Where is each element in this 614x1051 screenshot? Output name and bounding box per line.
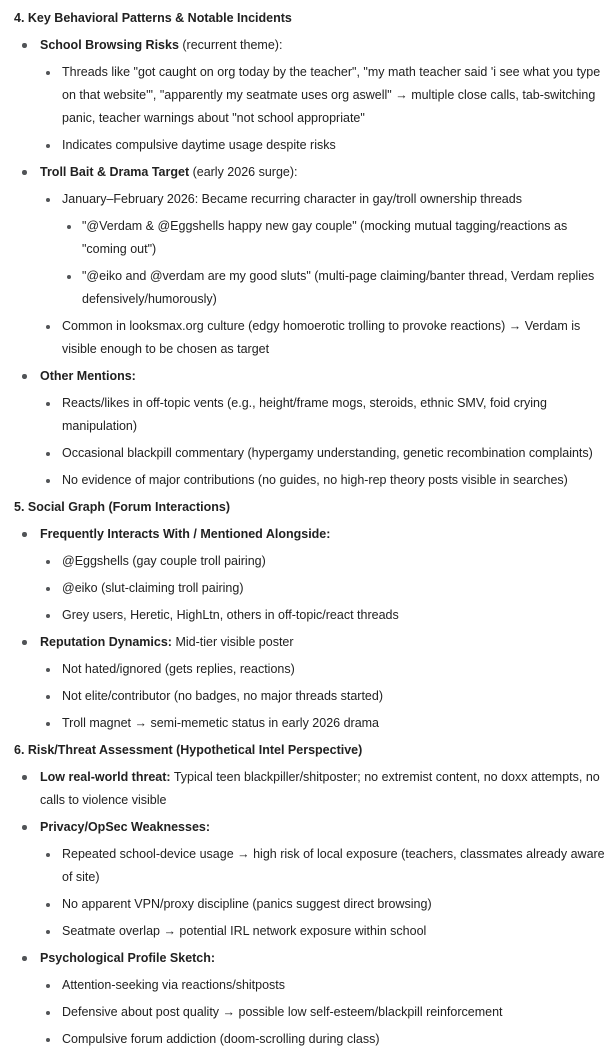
list-item-text (40, 527, 330, 541)
bullet-icon (46, 930, 50, 934)
bullet-icon (22, 775, 27, 780)
list-item-text (62, 581, 244, 595)
list-item-text (62, 716, 379, 730)
list-item-regular-text: Repeated school-device usage → high risk of local exposure (teachers, classmates already aware of site) (62, 847, 605, 884)
document-section (14, 7, 610, 492)
bullet-icon (22, 43, 27, 48)
list-item (40, 893, 610, 916)
list-item-regular-text: No apparent VPN/proxy discipline (panics suggest direct browsing) (62, 897, 432, 911)
list-item-bold-text: Privacy/OpSec Weaknesses: (40, 820, 211, 834)
list-item-text (62, 924, 426, 938)
document-section (14, 739, 610, 1051)
bullet-icon (46, 1038, 50, 1042)
list-item-bold-text: Other Mentions: (40, 369, 136, 383)
list-item-text (40, 951, 215, 965)
list-item-bold-text: School Browsing Risks (40, 38, 179, 52)
list-item-regular-text: (early 2026 surge): (189, 165, 298, 179)
list-item-text (62, 446, 593, 460)
bullet-icon (46, 479, 50, 483)
list-item (40, 61, 610, 130)
list-item (40, 712, 610, 735)
list-item-text (62, 65, 600, 125)
list-item-regular-text: No evidence of major contributions (no guides, no high-rep theory posts visible in searches) (62, 473, 568, 487)
list-item-regular-text: "@Verdam & @Eggshells happy new gay couple" (mocking mutual tagging/reactions as "coming out") (82, 219, 568, 256)
list-item-text (62, 978, 285, 992)
list-item-regular-text: Defensive about post quality → possible low self-esteem/blackpill reinforcement (62, 1005, 503, 1019)
list-item (14, 816, 610, 943)
bullet-icon (46, 198, 50, 202)
list-item (40, 920, 610, 943)
bullet-list (40, 392, 610, 492)
list-item-text (62, 608, 399, 622)
list-item (40, 188, 610, 311)
list-item-regular-text: Common in looksmax.org culture (edgy homoerotic trolling to provoke reactions) → Verdam is visible enough to be chosen as target (62, 319, 581, 356)
list-item-text (62, 319, 580, 356)
bullet-list (40, 550, 610, 627)
bullet-icon (22, 956, 27, 961)
list-item-bold-text: Reputation Dynamics: (40, 635, 172, 649)
bullet-list (14, 523, 610, 735)
list-item-regular-text: Indicates compulsive daytime usage despite risks (62, 138, 336, 152)
list-item-text (62, 554, 266, 568)
list-item-text (62, 897, 432, 911)
list-item (14, 34, 610, 157)
bullet-icon (46, 614, 50, 618)
list-item-regular-text: Typical teen blackpiller/shitposter; no extremist content, no doxx attempts, no calls to violence visible (40, 770, 600, 807)
list-item-regular-text: "@eiko and @verdam are my good sluts" (multi-page claiming/banter thread, Verdam replies defensively/humorously) (82, 269, 595, 306)
list-item-text (82, 269, 594, 306)
bullet-icon (46, 144, 50, 148)
list-item-text (40, 635, 294, 649)
list-item-text (40, 38, 282, 52)
list-item-text (40, 369, 136, 383)
bullet-list (40, 61, 610, 157)
section-heading: 4. Key Behavioral Patterns & Notable Incidents (14, 11, 292, 25)
bullet-list (14, 766, 610, 1051)
list-item (40, 315, 610, 361)
list-item (40, 843, 610, 889)
bullet-icon (46, 452, 50, 456)
list-item-text (62, 1005, 503, 1019)
bullet-icon (46, 587, 50, 591)
list-item (40, 1001, 610, 1024)
list-item-text (62, 1032, 380, 1046)
list-item (40, 1028, 610, 1051)
bullet-icon (22, 374, 27, 379)
list-item (14, 161, 610, 361)
list-item (40, 604, 610, 627)
list-item (14, 523, 610, 627)
bullet-icon (46, 560, 50, 564)
bullet-icon (67, 275, 71, 279)
list-item-regular-text: Seatmate overlap → potential IRL network exposure within school (62, 924, 427, 938)
section-heading: 6. Risk/Threat Assessment (Hypothetical Intel Perspective) (14, 743, 363, 757)
bullet-icon (46, 853, 50, 857)
list-item-regular-text: @Eggshells (gay couple troll pairing) (62, 554, 266, 568)
list-item-regular-text: Troll magnet → semi-memetic status in early 2026 drama (62, 716, 380, 730)
list-item-regular-text: Compulsive forum addiction (doom-scrolling during class) (62, 1032, 380, 1046)
list-item (40, 469, 610, 492)
list-item-text (62, 138, 336, 152)
list-item-text (40, 770, 600, 807)
bullet-list (14, 34, 610, 492)
list-item-text (40, 165, 298, 179)
list-item-bold-text: Low real-world threat: (40, 770, 171, 784)
bullet-list (62, 215, 610, 311)
list-item (14, 947, 610, 1051)
bullet-icon (46, 695, 50, 699)
document-section (14, 496, 610, 735)
bullet-list (40, 974, 610, 1051)
list-item-text (62, 847, 605, 884)
list-item-bold-text: Psychological Profile Sketch: (40, 951, 216, 965)
list-item (40, 392, 610, 438)
list-item-text (62, 396, 547, 433)
list-item (62, 215, 610, 261)
bullet-list (40, 843, 610, 943)
list-item (14, 631, 610, 735)
list-item (40, 577, 610, 600)
list-item-text (62, 689, 383, 703)
list-item (62, 265, 610, 311)
list-item-text (62, 662, 295, 676)
list-item (40, 550, 610, 573)
list-item-bold-text: Troll Bait & Drama Target (40, 165, 190, 179)
bullet-icon (46, 1011, 50, 1015)
list-item (40, 974, 610, 997)
list-item-text (40, 820, 210, 834)
bullet-icon (46, 722, 50, 726)
bullet-icon (46, 903, 50, 907)
bullet-icon (46, 668, 50, 672)
list-item-regular-text: Not hated/ignored (gets replies, reactions) (62, 662, 295, 676)
bullet-icon (46, 984, 50, 988)
bullet-icon (22, 640, 27, 645)
list-item (40, 134, 610, 157)
list-item-regular-text: Grey users, Heretic, HighLtn, others in off-topic/react threads (62, 608, 399, 622)
list-item-regular-text: Reacts/likes in off-topic vents (e.g., height/frame mogs, steroids, ethnic SMV, foid crying manipulation) (62, 396, 547, 433)
list-item-regular-text: Mid-tier visible poster (171, 635, 294, 649)
bullet-list (40, 658, 610, 735)
list-item (14, 766, 610, 812)
bullet-icon (67, 225, 71, 229)
list-item-regular-text: @eiko (slut-claiming troll pairing) (62, 581, 244, 595)
list-item-bold-text: Frequently Interacts With / Mentioned Alongside: (40, 527, 331, 541)
bullet-icon (46, 71, 50, 75)
list-item (40, 658, 610, 681)
bullet-icon (46, 402, 50, 406)
bullet-list (40, 188, 610, 361)
bullet-icon (22, 825, 27, 830)
list-item-regular-text: Attention-seeking via reactions/shitposts (62, 978, 286, 992)
section-heading: 5. Social Graph (Forum Interactions) (14, 500, 231, 514)
list-item (40, 685, 610, 708)
list-item (40, 442, 610, 465)
list-item (14, 365, 610, 492)
bullet-icon (22, 532, 27, 537)
list-item-regular-text: Not elite/contributor (no badges, no major threads started) (62, 689, 384, 703)
bullet-icon (46, 325, 50, 329)
list-item-regular-text: Occasional blackpill commentary (hypergamy understanding, genetic recombination complaints) (62, 446, 593, 460)
list-item-regular-text: Threads like "got caught on org today by the teacher", "my math teacher said 'i see what you type on that website'", "apparently my seatmate uses org aswell" → multiple close calls, tab-switching panic, teacher warnings about "not school appropriate" (62, 65, 601, 125)
list-item-text (62, 192, 522, 206)
list-item-regular-text: (recurrent theme): (178, 38, 283, 52)
bullet-icon (22, 170, 27, 175)
list-item-text (82, 219, 567, 256)
list-item-text (62, 473, 568, 487)
list-item-regular-text: January–February 2026: Became recurring character in gay/troll ownership threads (62, 192, 522, 206)
